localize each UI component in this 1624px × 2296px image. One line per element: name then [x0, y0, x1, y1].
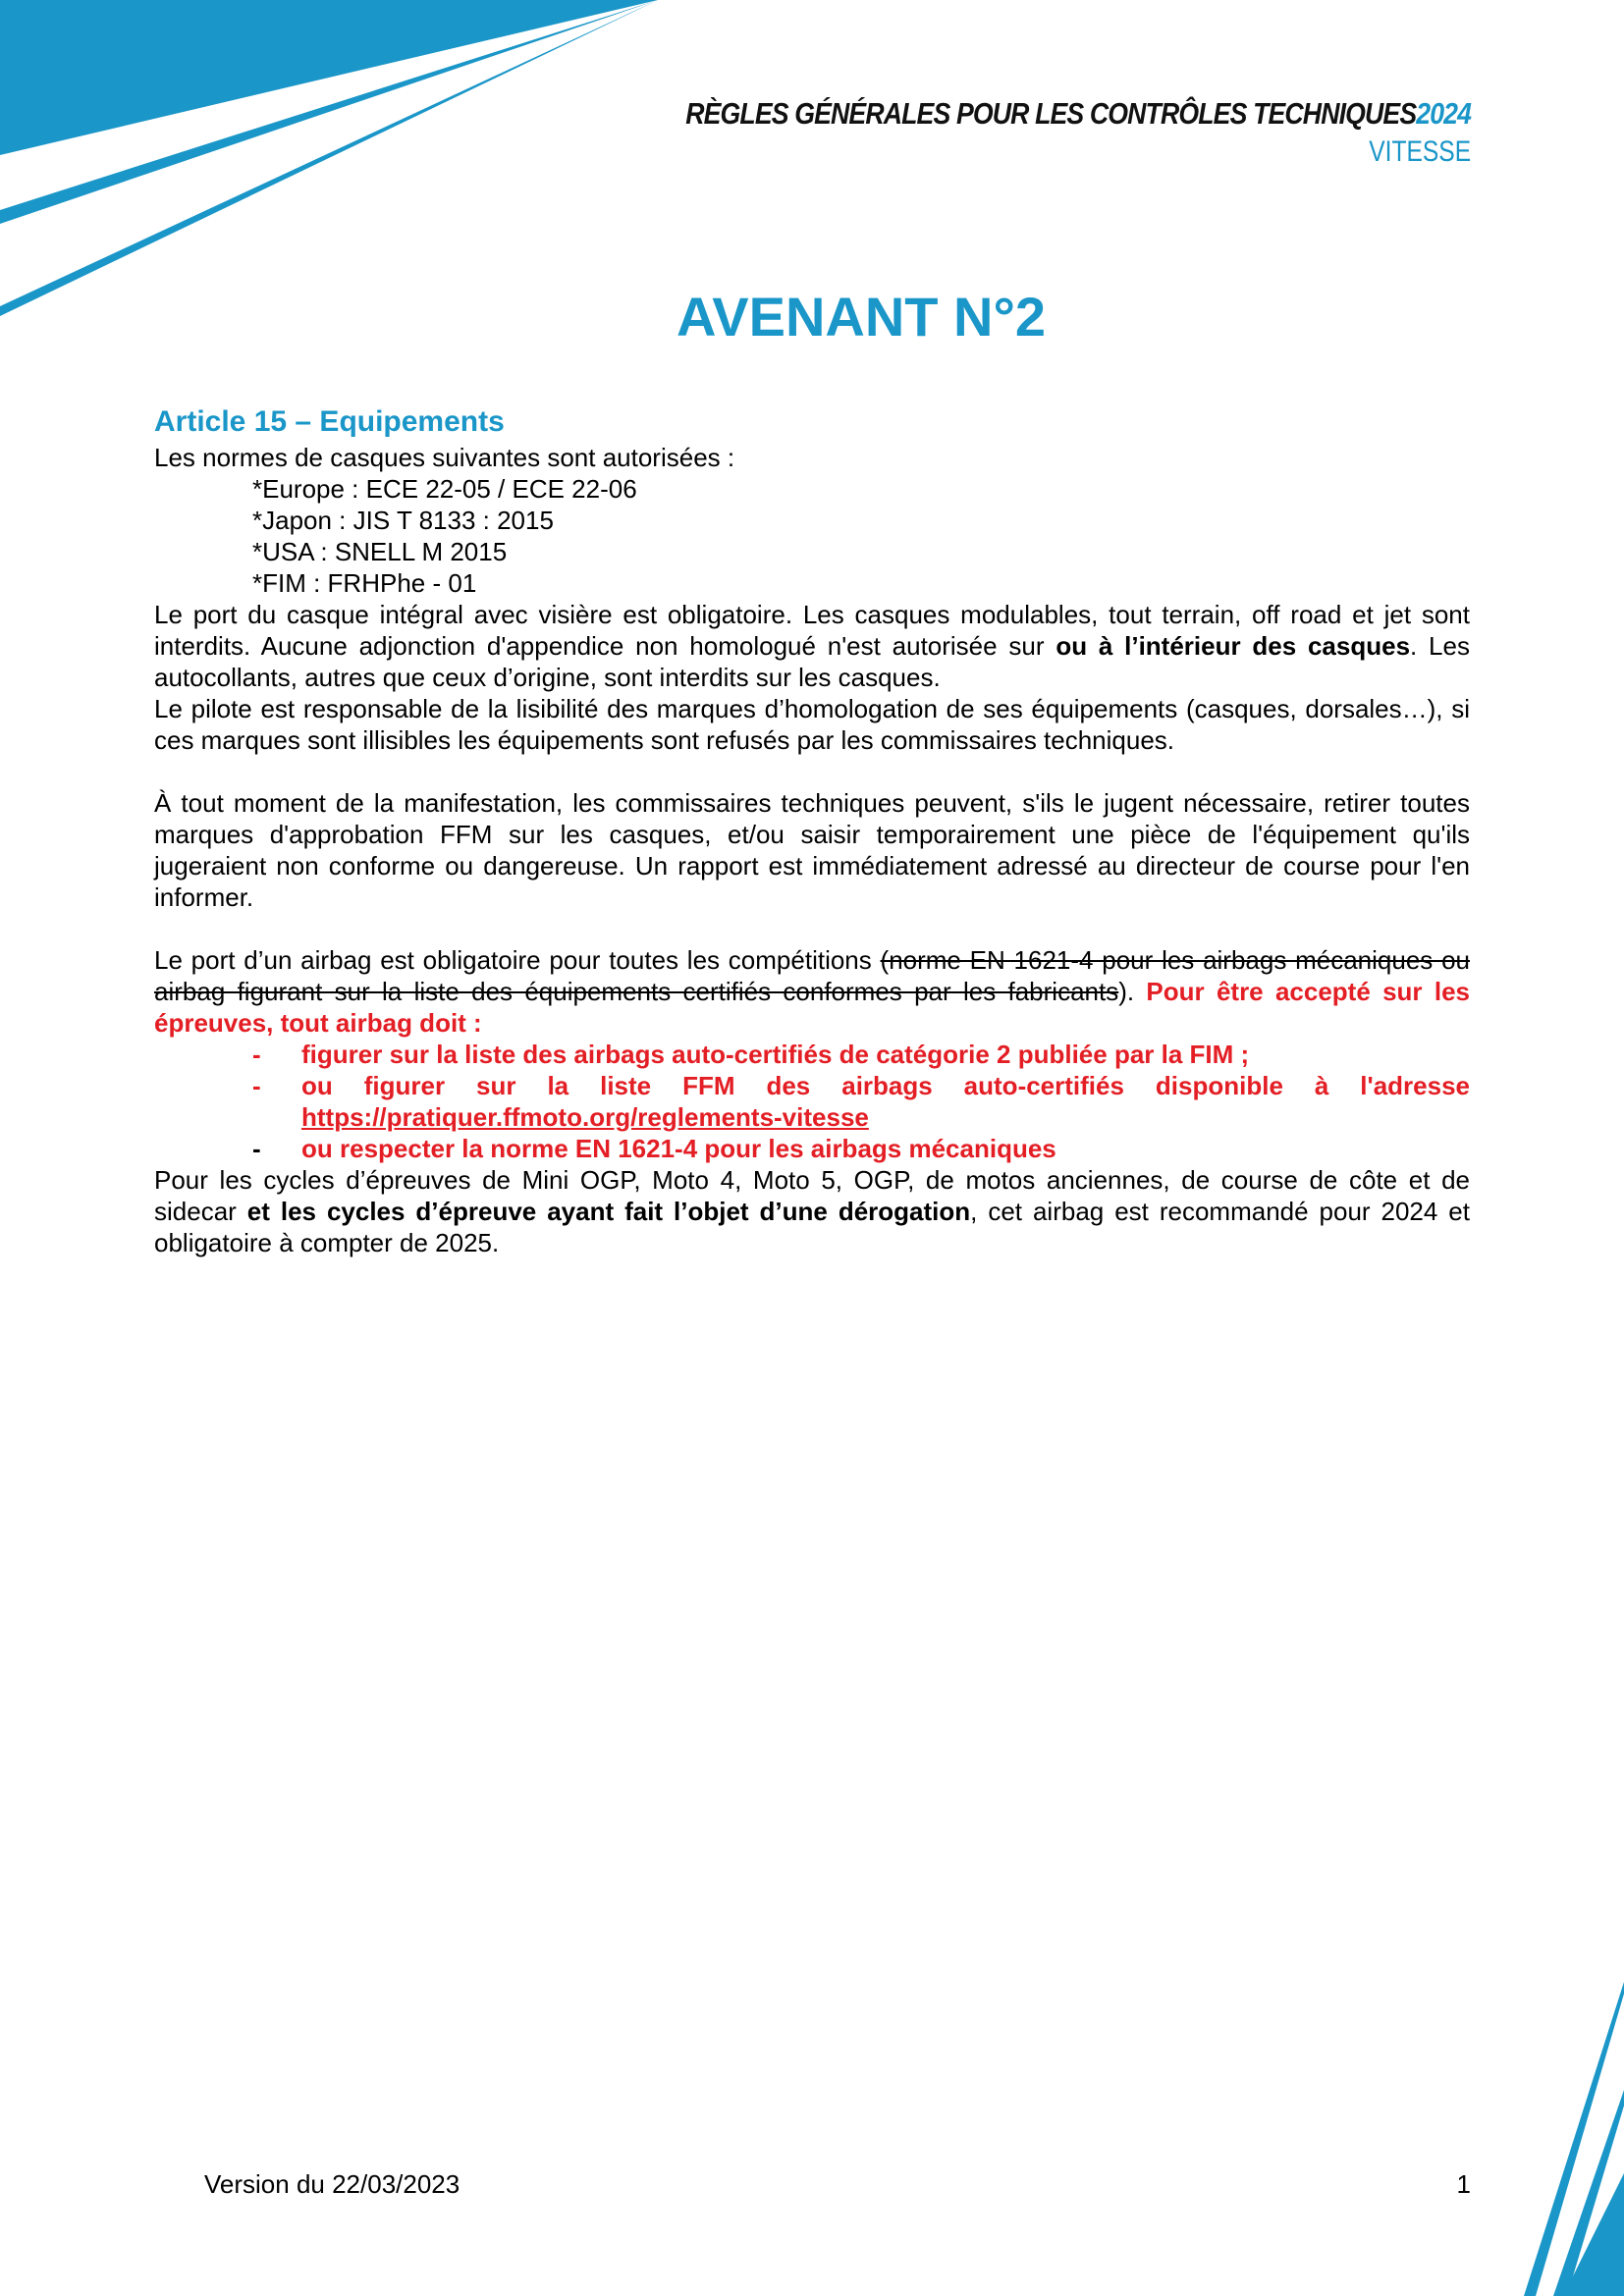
page-title: AVENANT N°2: [676, 286, 1047, 347]
helmet-text-a: Le port du casque intégral avec visière est obligatoire. Les casques modulables, tout terrain, off road et jet sont interdits. Aucune adjonction d'appendice non homologué n'est autorisée sur: [154, 600, 1470, 661]
airbag-conditions: [154, 1039, 1470, 1164]
commissioners-paragraph: À tout moment de la manifestation, les commissaires techniques peuvent, s'ils le jugent nécessaire, retirer toutes marques d'approbation FFM sur les casques, et/ou saisir temporairement une pièce de l'équipement qu'ils jugeraient non conforme ou dangereuse. Un rapport est immédiatement adressé au directeur de course pour l'en informer.: [154, 788, 1470, 912]
homologation-paragraph: Le pilote est responsable de la lisibilité des marques d’homologation de ses équipements (casques, dorsales…), si ces marques sont illisibles les équipements sont refusés par les commissaires techniques.: [154, 694, 1470, 755]
dash-marker: -: [252, 1071, 261, 1100]
document-header: [558, 96, 1471, 169]
cycles-text-b: , cet airbag est recommandé pour 2024 et obligatoire à compter de 2025.: [154, 1197, 1470, 1257]
condition-text-norm: ou respecter la norme EN 1621-4 pour les airbags mécaniques: [301, 1134, 1056, 1163]
header-year: 2024: [1416, 96, 1471, 131]
article-content: [154, 404, 1470, 1258]
airbag-paragraph: [154, 944, 1470, 1039]
helmet-text-bold: ou à l’intérieur des casques: [1056, 631, 1411, 661]
bottom-right-decoration: [1516, 1972, 1624, 2296]
header-title: [685, 96, 1471, 132]
footer-version: Version du 22/03/2023: [204, 2169, 460, 2199]
helmet-paragraph: [154, 599, 1470, 693]
condition-item-fim: [154, 1039, 1470, 1070]
airbag-struck-text: (norme EN 1621-4 pour les airbags mécaniques ou airbag figurant sur la liste des équipements certifiés conformes par les fabricants: [154, 945, 1470, 1006]
footer-page-number: 1: [1456, 2169, 1471, 2199]
norm-item-japon: *Japon : JIS T 8133 : 2015: [252, 506, 554, 535]
norms-list: [154, 473, 1470, 599]
ffm-regulations-link[interactable]: https://pratiquer.ffmoto.org/reglements-vitesse: [301, 1102, 869, 1132]
helmet-text-b: . Les autocollants, autres que ceux d’origine, sont interdits sur les casques.: [154, 631, 1470, 692]
airbag-text-a: Le port d’un airbag est obligatoire pour toutes les compétitions: [154, 945, 881, 975]
condition-text-fim: figurer sur la liste des airbags auto-certifiés de catégorie 2 publiée par la FIM ;: [301, 1040, 1250, 1069]
header-title-text: RÈGLES GÉNÉRALES POUR LES CONTRÔLES TECHNIQUES: [685, 96, 1417, 131]
dash-marker: -: [252, 1040, 261, 1069]
norm-item-europe: *Europe : ECE 22-05 / ECE 22-06: [252, 474, 637, 504]
condition-item-norm: [154, 1133, 1470, 1164]
header-subtitle: VITESSE: [1369, 135, 1471, 168]
cycles-text-a: Pour les cycles d’épreuves de Mini OGP, Moto 4, Moto 5, OGP, de motos anciennes, de course de côte et de sidecar: [154, 1165, 1470, 1226]
norms-intro: Les normes de casques suivantes sont autorisées :: [154, 443, 735, 472]
norm-item-fim: *FIM : FRHPhe - 01: [252, 568, 477, 598]
cycles-text-bold: et les cycles d’épreuve ayant fait l’objet d’une dérogation: [246, 1197, 971, 1226]
airbag-requirement: Pour être accepté sur les épreuves, tout airbag doit :: [154, 977, 1470, 1038]
condition-text-ffm: ou figurer sur la liste FFM des airbags auto-certifiés disponible à l'adresse: [301, 1071, 1470, 1100]
article-heading: Article 15 – Equipements: [154, 405, 505, 438]
airbag-text-b: ).: [1118, 977, 1147, 1006]
cycles-paragraph: [154, 1164, 1470, 1258]
norm-item-usa: *USA : SNELL M 2015: [252, 537, 508, 566]
condition-item-ffm: [154, 1070, 1470, 1133]
dash-marker: -: [252, 1134, 261, 1163]
